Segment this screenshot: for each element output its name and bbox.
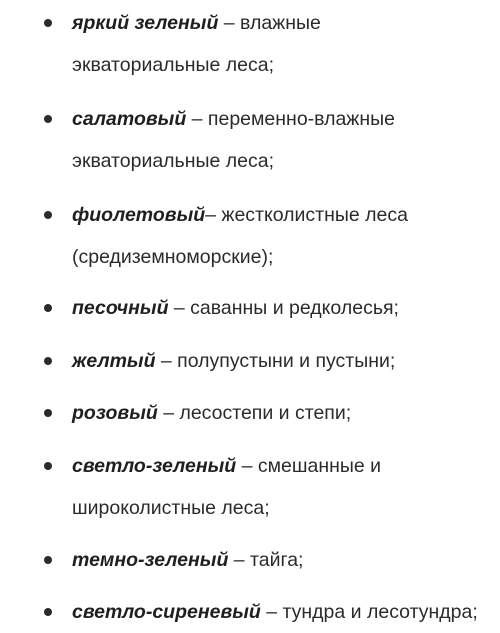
list-item [0,340,399,382]
color-term: желтый [72,350,156,372]
list-item [0,445,385,529]
bullet-icon [44,211,52,219]
list-item [0,591,482,633]
list-item [0,98,399,182]
list-item [0,392,355,434]
zone-description: – жестколистные леса [205,204,408,226]
zone-description: – полупустыни и пустыни; [155,350,396,372]
color-term: салатовый [72,108,187,130]
zone-description: – лесостепи и степи; [157,402,352,424]
zone-description-continued: (средиземноморские); [72,246,274,268]
list-item [0,194,412,278]
zone-description: – влажные [218,12,321,34]
bullet-icon [44,608,52,616]
bullet-icon [44,357,52,365]
list-item [0,2,325,86]
color-term: светло-сиреневый [72,601,261,623]
zone-description: – тайга; [228,549,304,571]
list-item [0,539,307,581]
color-term: песочный [72,297,169,319]
color-term: розовый [72,402,158,424]
zone-description: – тундра и лесотундра; [260,601,478,623]
zone-description-continued: широколистные леса; [72,497,270,519]
bullet-icon [44,115,52,123]
zone-description: – смешанные и [236,455,382,477]
bullet-icon [44,409,52,417]
zone-description: – переменно-влажные [186,108,395,130]
color-term: яркий зеленый [72,12,219,34]
bullet-icon [44,462,52,470]
bullet-icon [44,556,52,564]
color-term: темно-зеленый [72,549,229,571]
zone-description-continued: экваториальные леса; [72,54,274,76]
bullet-icon [44,19,52,27]
color-term: светло-зеленый [72,455,237,477]
list-item [0,287,403,329]
color-term: фиолетовый [72,204,206,226]
zone-description-continued: экваториальные леса; [72,150,274,172]
bullet-icon [44,304,52,312]
zone-description: – саванны и редколесья; [168,297,399,319]
